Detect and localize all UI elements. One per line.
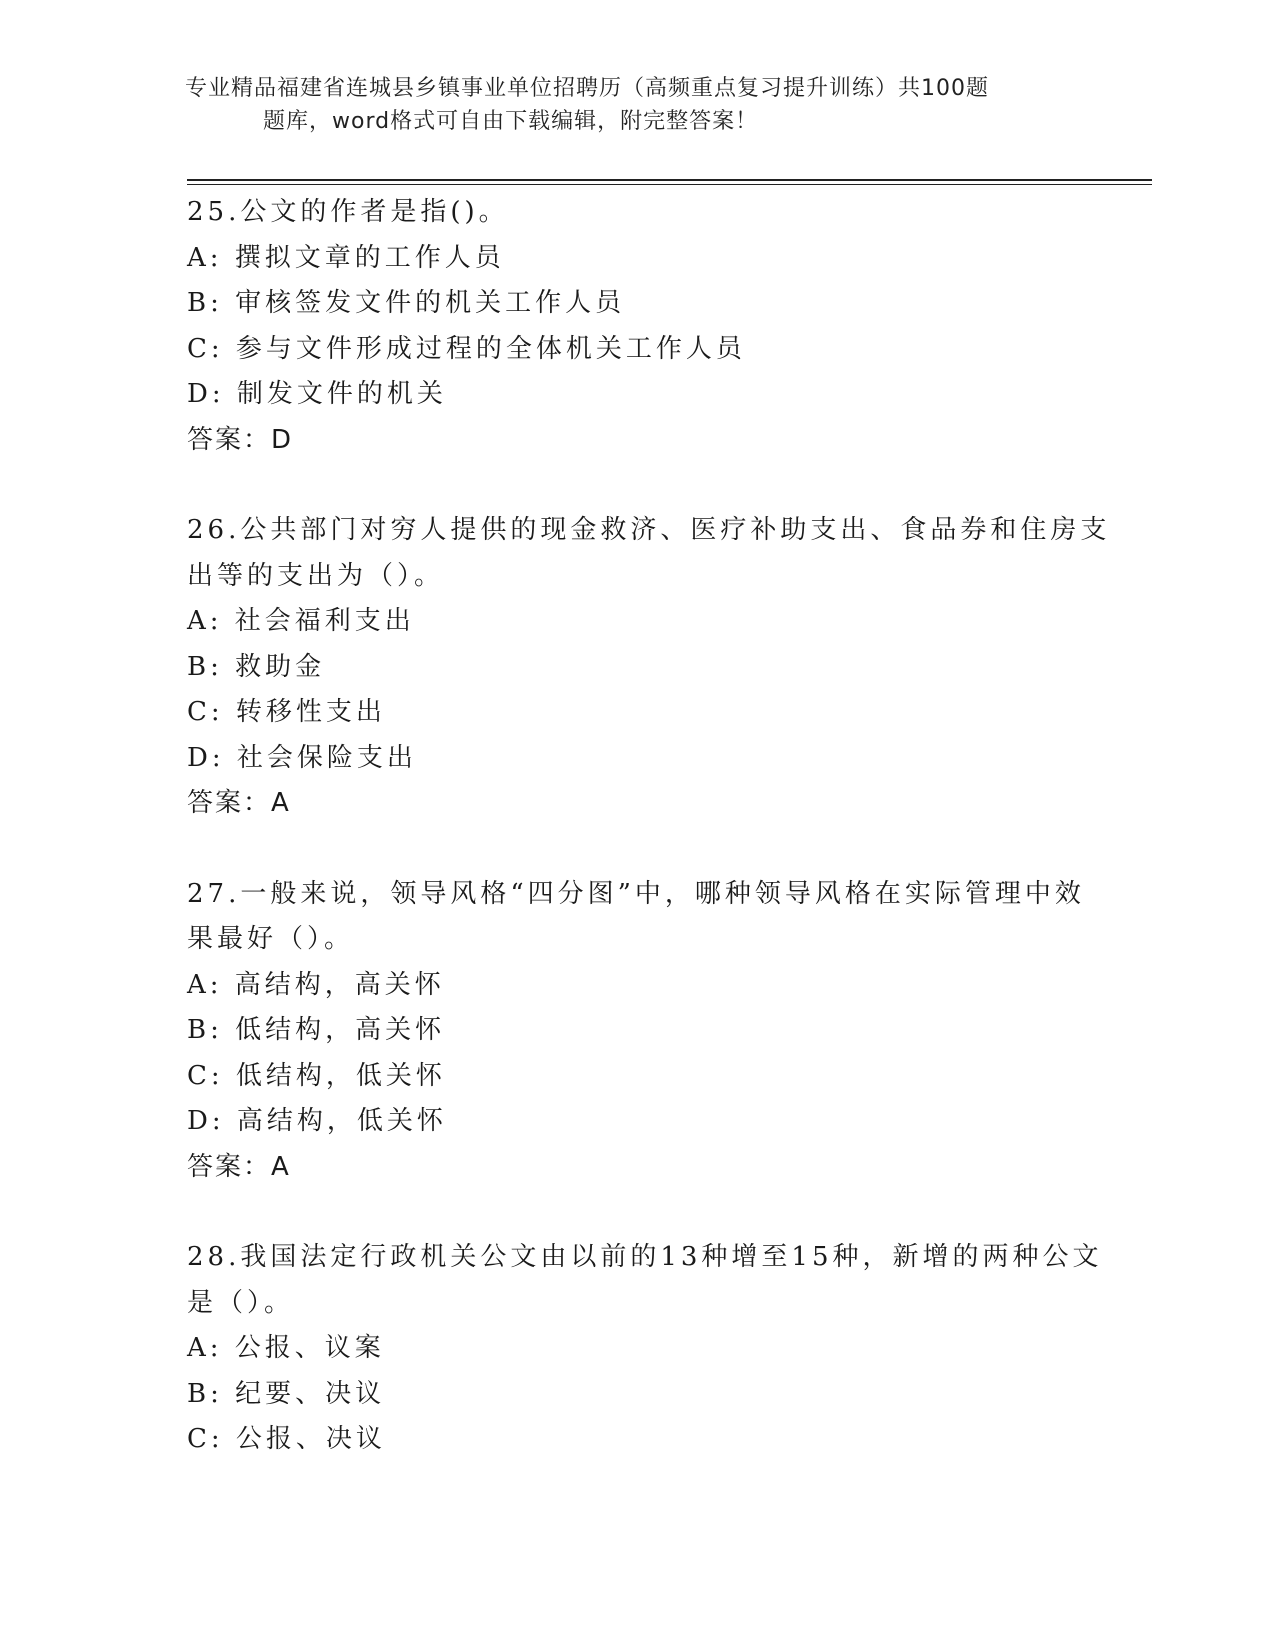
option-a: A: 撰拟文章的工作人员 bbox=[187, 242, 505, 273]
question-stem-continued: 出等的支出为（）。 bbox=[187, 560, 445, 591]
option-c: C: 转移性支出 bbox=[187, 697, 386, 727]
question-27 bbox=[187, 872, 1087, 1191]
answer-line: 答案：A bbox=[187, 788, 291, 818]
question-28 bbox=[187, 1235, 1103, 1463]
header-divider-thin bbox=[187, 184, 1152, 185]
question-stem-continued: 果最好（）。 bbox=[187, 924, 355, 954]
option-b: B: 救助金 bbox=[187, 651, 326, 682]
question-25 bbox=[187, 190, 1087, 463]
option-c: C: 低结构，低关怀 bbox=[187, 1060, 446, 1091]
question-stem: 27.一般来说，领导风格“四分图”中，哪种领导风格在实际管理中效 bbox=[187, 878, 1085, 909]
question-list bbox=[187, 190, 1111, 1508]
header-divider-thick bbox=[187, 179, 1152, 181]
option-d: D: 制发文件的机关 bbox=[187, 379, 447, 409]
header-title-line-1: 专业精品福建省连城县乡镇事业单位招聘历（高频重点复习提升训练）共100题 bbox=[185, 76, 989, 101]
option-a: A: 公报、议案 bbox=[187, 1333, 385, 1363]
answer-line: 答案：D bbox=[187, 424, 294, 455]
question-stem-continued: 是（）。 bbox=[187, 1287, 295, 1318]
question-stem: 26.公共部门对穷人提供的现金救济、医疗补助支出、食品券和住房支 bbox=[187, 515, 1111, 545]
option-b: B: 纪要、决议 bbox=[187, 1378, 386, 1409]
option-a: A: 社会福利支出 bbox=[187, 606, 415, 636]
option-d: D: 高结构，低关怀 bbox=[187, 1106, 447, 1136]
option-d: D: 社会保险支出 bbox=[187, 742, 417, 773]
option-a: A: 高结构，高关怀 bbox=[187, 969, 445, 1000]
question-26 bbox=[187, 508, 1111, 827]
answer-line: 答案：A bbox=[187, 1151, 291, 1182]
question-stem: 28.我国法定行政机关公文由以前的13种增至15种，新增的两种公文 bbox=[187, 1242, 1103, 1272]
question-stem: 25.公文的作者是指()。 bbox=[187, 197, 509, 227]
option-c: C: 参与文件形成过程的全体机关工作人员 bbox=[187, 333, 746, 364]
option-b: B: 审核签发文件的机关工作人员 bbox=[187, 288, 626, 318]
option-b: B: 低结构，高关怀 bbox=[187, 1015, 446, 1045]
option-c: C: 公报、决议 bbox=[187, 1424, 386, 1454]
header-title-line-2: 题库，word格式可自由下载编辑，附完整答案！ bbox=[263, 109, 759, 134]
document-header bbox=[185, 72, 1065, 138]
